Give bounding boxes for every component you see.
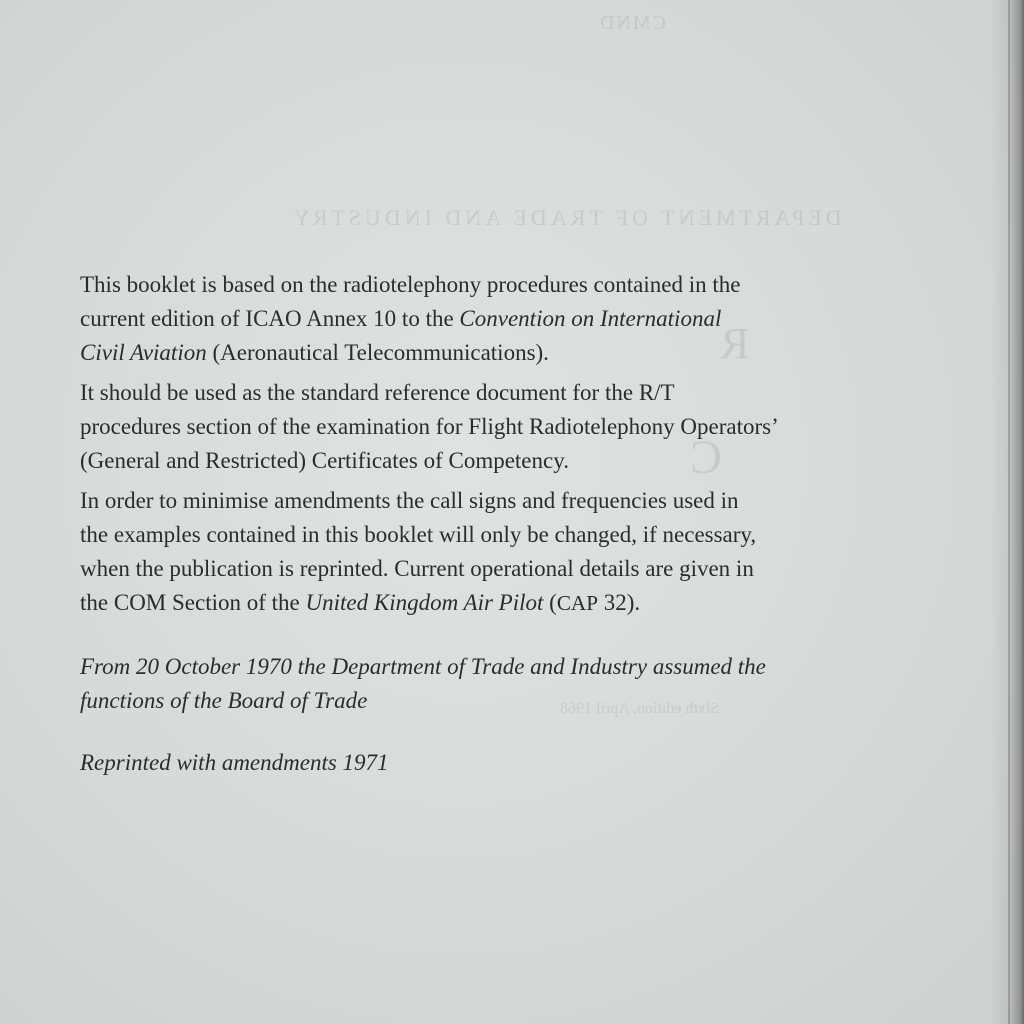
text-line [80, 268, 920, 302]
text-segment: In order to minimise amendments the call signs and frequencies used in [80, 488, 739, 513]
text-line [80, 444, 920, 478]
paragraph [80, 484, 920, 620]
text-segment: CAP [556, 591, 598, 615]
text-line [80, 586, 920, 620]
text-segment: current edition of ICAO Annex 10 to the [80, 306, 460, 331]
text-segment: It should be used as the standard reference document for the R/T [80, 380, 675, 405]
show-through-text: R [720, 319, 750, 368]
text-segment: when the publication is reprinted. Current operational details are given in [80, 556, 754, 581]
text-segment: the COM Section of the [80, 590, 306, 615]
show-through-text: DEPARTMENT OF TRADE AND INDUSTRY [290, 205, 842, 230]
text-segment: United Kingdom Air Pilot [305, 590, 544, 615]
department-note [80, 650, 920, 718]
text-line [80, 484, 920, 518]
text-line [80, 518, 920, 552]
text-line [80, 302, 920, 336]
text-segment: Civil Aviation [80, 340, 207, 365]
reprint-note: Reprinted with amendments 1971 [80, 750, 389, 775]
show-through-text: C [690, 431, 723, 484]
text-segment: (Aeronautical Telecommunications). [206, 340, 549, 365]
text-segment: This booklet is based on the radiotelephony procedures contained in the [80, 272, 741, 297]
text-segment: (General and Restricted) Certificates of Competency. [80, 448, 569, 473]
department-note-line: From 20 October 1970 the Department of Trade and Industry assumed the [80, 654, 766, 679]
department-note-line: functions of the Board of Trade [80, 688, 368, 713]
text-line [80, 552, 920, 586]
text-line [80, 336, 920, 370]
paragraph-list [80, 268, 920, 620]
text-segment: ( [543, 590, 557, 615]
show-through-text: Sixth edition, April 1968 [560, 700, 720, 717]
text-segment: the examples contained in this booklet will only be changed, if necessary, [80, 522, 757, 547]
text-segment: Convention on International [459, 306, 722, 331]
show-through-text: CMND [598, 12, 667, 34]
page-edge-shadow [990, 0, 1024, 1024]
text-line [80, 376, 920, 410]
text-segment: 32). [597, 590, 641, 615]
text-segment: procedures section of the examination for Flight Radiotelephony Operators’ [80, 414, 779, 439]
text-line [80, 410, 920, 444]
paragraph [80, 376, 920, 478]
body-text [80, 268, 920, 780]
page-edge-line [1008, 0, 1010, 1024]
paragraph [80, 268, 920, 370]
